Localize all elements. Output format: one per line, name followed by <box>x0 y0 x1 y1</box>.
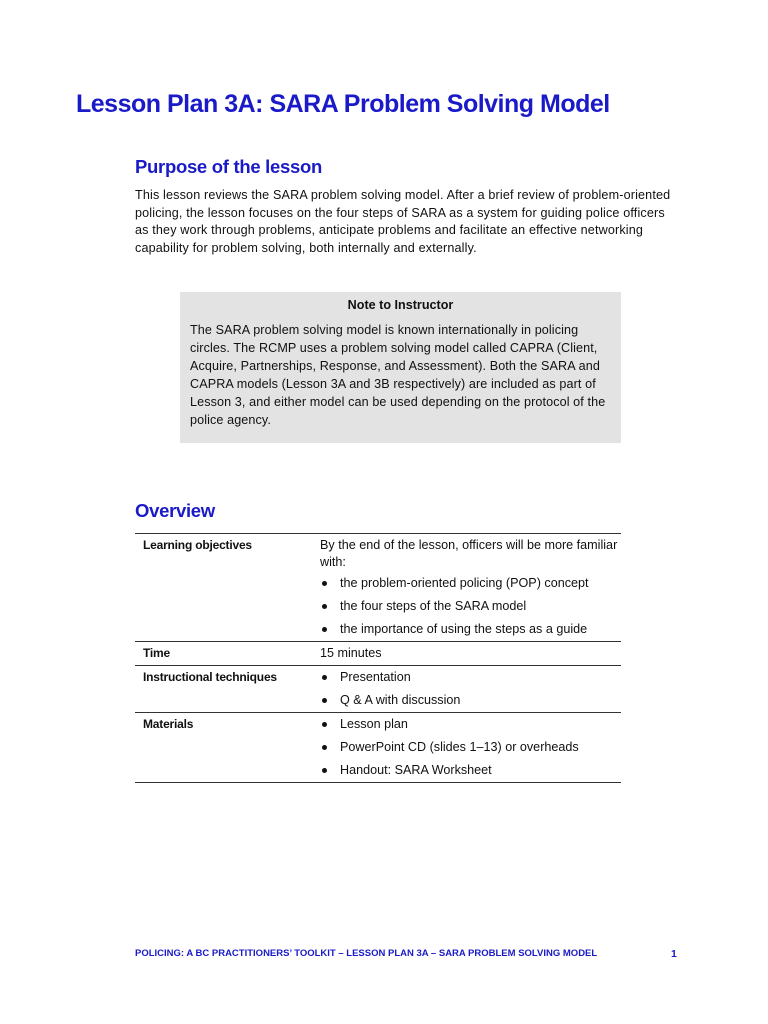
list-item <box>320 575 621 592</box>
list-item <box>320 716 621 733</box>
bullet-icon <box>322 675 327 680</box>
list-item-text: Lesson plan <box>340 717 408 731</box>
techniques-list <box>320 669 621 709</box>
overview-heading: Overview <box>135 500 215 521</box>
list-item <box>320 598 621 615</box>
bullet-icon <box>322 698 327 703</box>
note-to-instructor-box <box>180 292 621 443</box>
overview-table <box>135 533 621 783</box>
objectives-intro: By the end of the lesson, officers will be more familiar with: <box>320 538 618 569</box>
bullet-icon <box>322 745 327 750</box>
list-item-text: the importance of using the steps as a guide <box>340 622 588 636</box>
purpose-heading: Purpose of the lesson <box>135 156 322 177</box>
note-text: The SARA problem solving model is known internationally in policing circles. The RCMP uses a problem solving model called CAPRA (Client, Acquire, Partnerships, Response, and Assessment). Both the SARA and CAPRA models (Lesson 3A and 3B respectively) are included as part of Lesson 3, and either model can be used depending on the protocol of the police agency. <box>190 323 606 427</box>
bullet-icon <box>322 768 327 773</box>
bullet-icon <box>322 604 327 609</box>
list-item <box>320 762 621 779</box>
row-label: Time <box>143 646 170 660</box>
page-title: Lesson Plan 3A: SARA Problem Solving Model <box>76 90 610 118</box>
table-row-materials <box>135 713 621 783</box>
purpose-text: This lesson reviews the SARA problem solving model. After a brief review of problem-oriented policing, the lesson focuses on the four steps of SARA as a system for guiding police officers as they work through problems, anticipate problems and facilitate an effective networking capability for problem solving, both internally and externally. <box>135 188 671 255</box>
bullet-icon <box>322 581 327 586</box>
list-item-text: the four steps of the SARA model <box>340 599 527 613</box>
list-item <box>320 692 621 709</box>
row-label: Instructional techniques <box>143 670 277 684</box>
page-number: 1 <box>671 948 677 960</box>
table-row-time <box>135 642 621 666</box>
list-item-text: Presentation <box>340 670 411 684</box>
row-value <box>312 534 621 642</box>
row-value <box>312 713 621 783</box>
list-item <box>320 739 621 756</box>
row-value <box>312 666 621 713</box>
row-value: 15 minutes <box>320 646 382 660</box>
list-item-text: PowerPoint CD (slides 1–13) or overheads <box>340 740 579 754</box>
list-item <box>320 669 621 686</box>
objectives-list <box>320 575 621 638</box>
table-row-instructional-techniques <box>135 666 621 713</box>
row-label: Learning objectives <box>143 538 252 552</box>
bullet-icon <box>322 627 327 632</box>
list-item-text: Q & A with discussion <box>340 693 461 707</box>
note-title: Note to Instructor <box>347 298 454 312</box>
list-item <box>320 621 621 638</box>
row-label: Materials <box>143 717 194 731</box>
list-item-text: the problem-oriented policing (POP) concept <box>340 576 589 590</box>
list-item-text: Handout: SARA Worksheet <box>340 763 492 777</box>
table-row-learning-objectives <box>135 534 621 642</box>
materials-list <box>320 716 621 779</box>
footer-running-title: POLICING: A BC PRACTITIONERS’ TOOLKIT – LESSON PLAN 3A – SARA PROBLEM SOLVING MODEL <box>135 948 598 959</box>
bullet-icon <box>322 722 327 727</box>
